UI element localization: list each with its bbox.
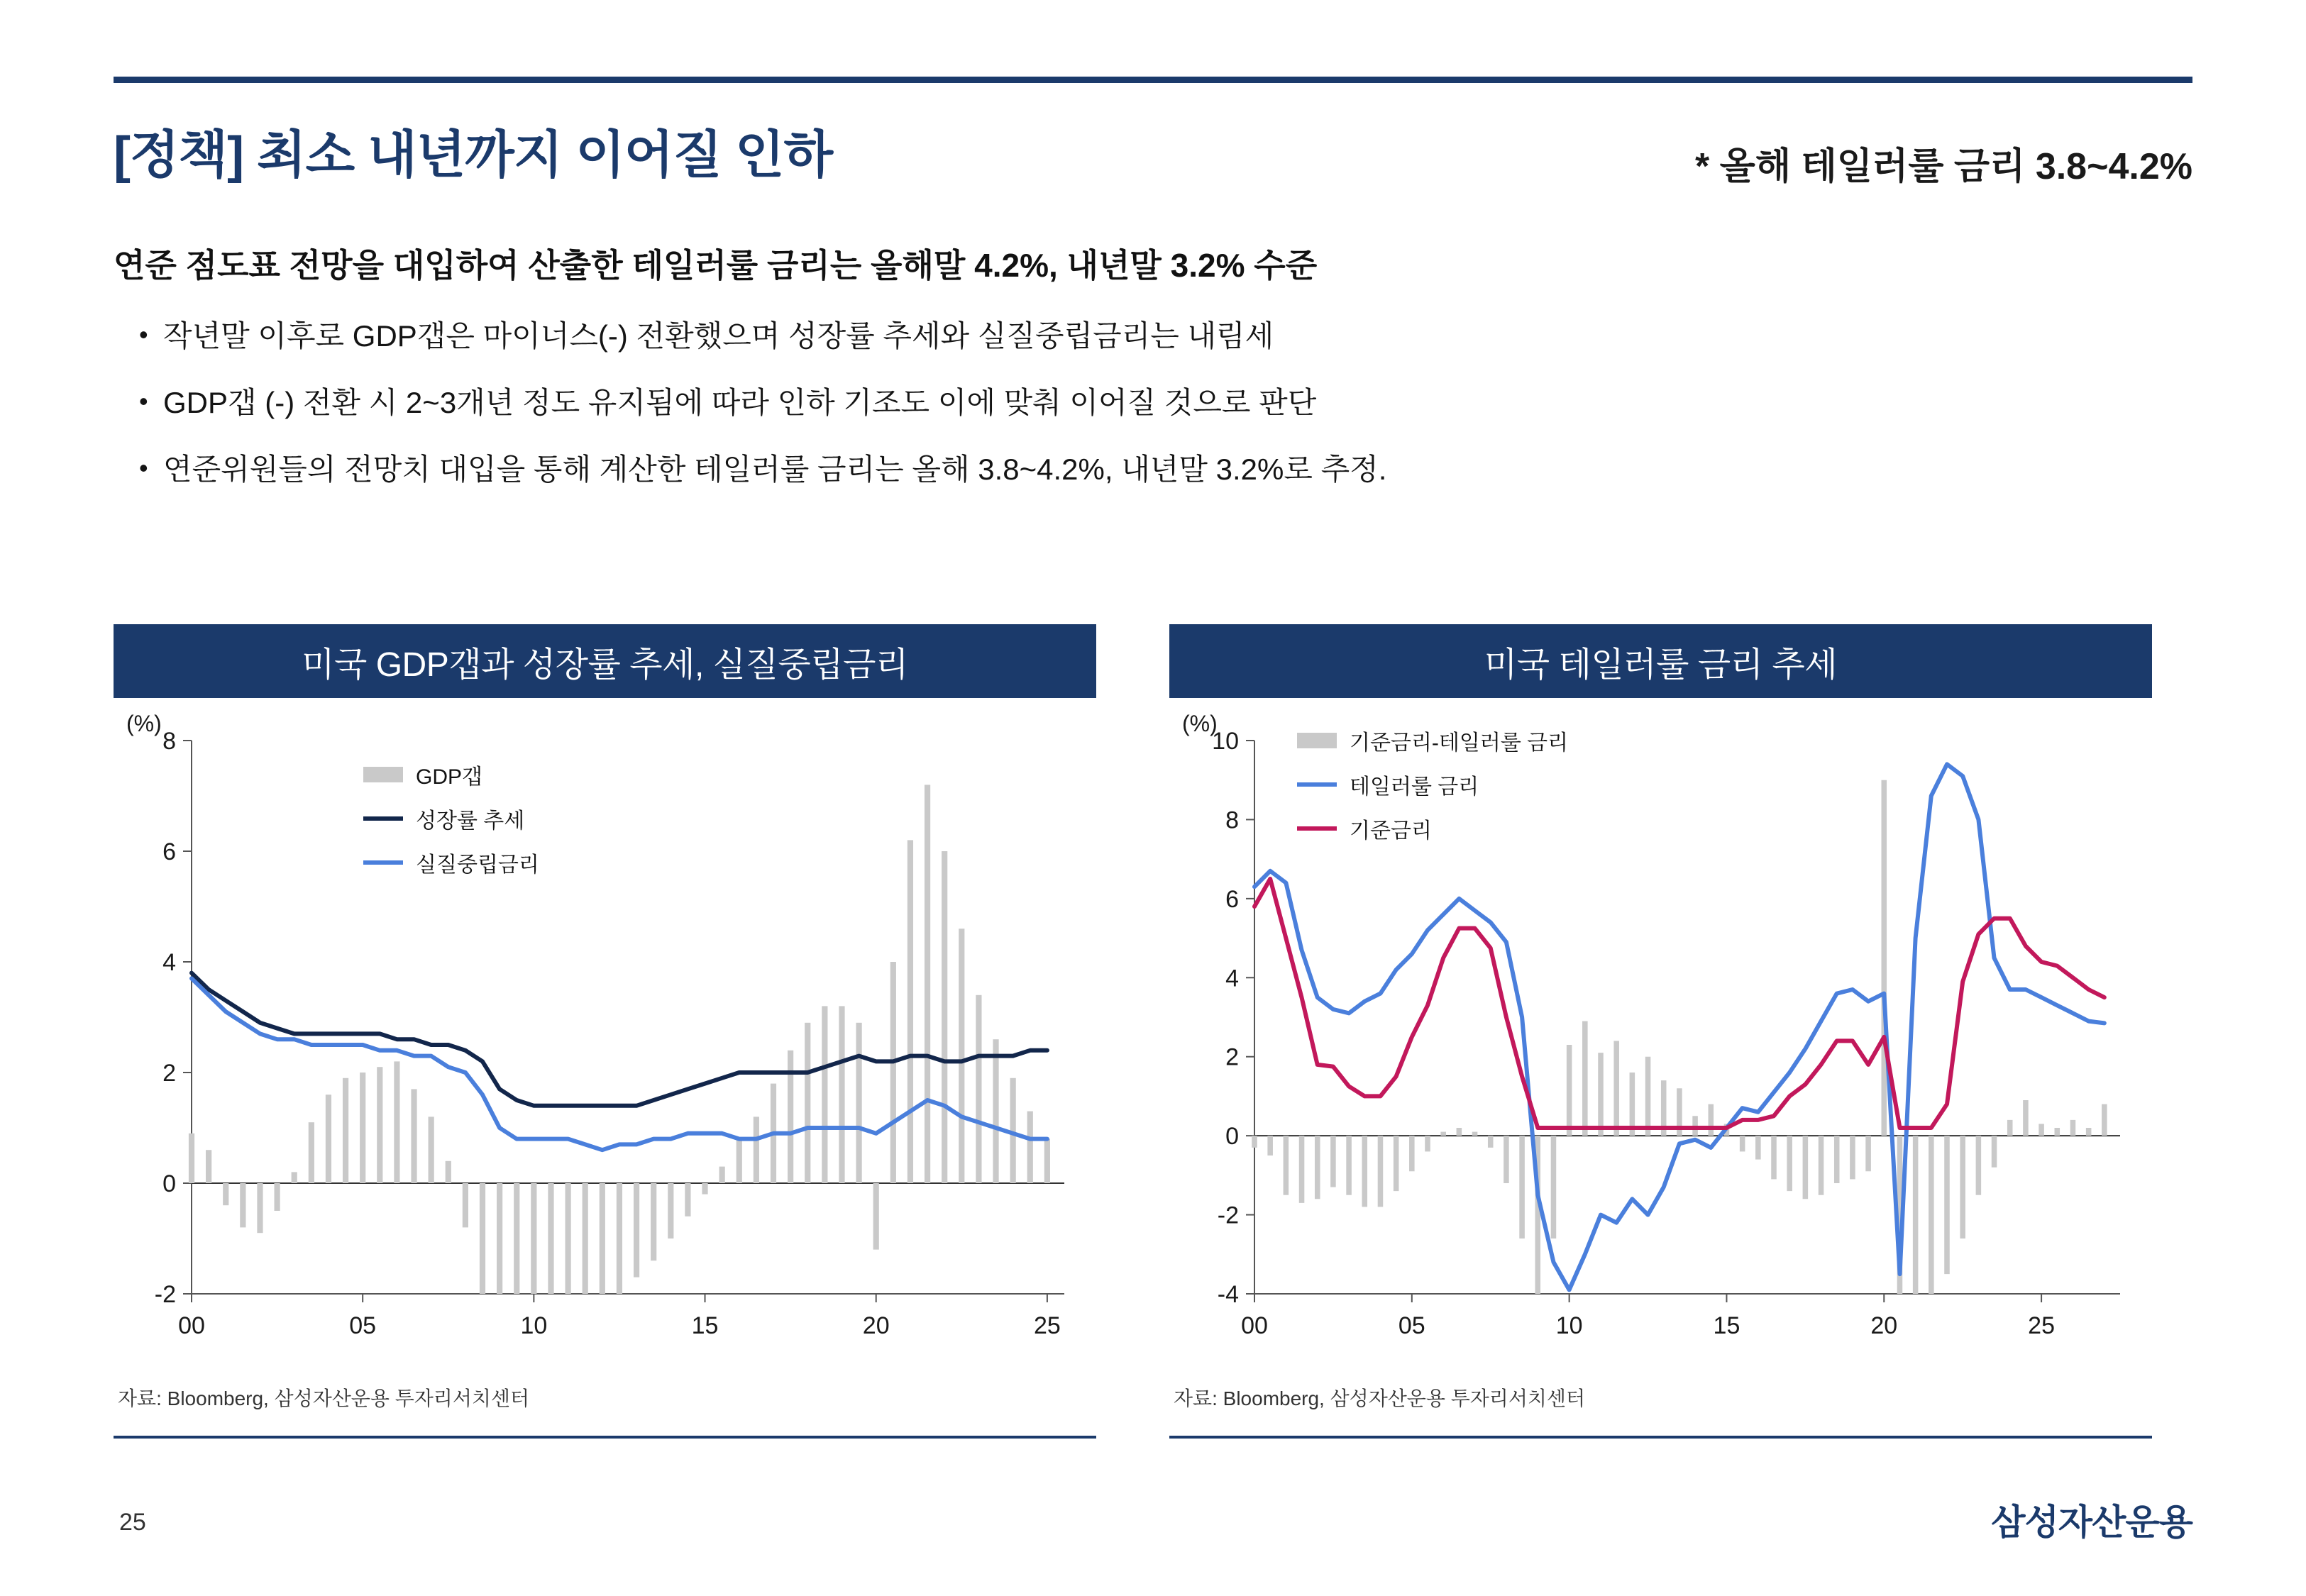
svg-text:6: 6	[162, 838, 176, 865]
svg-text:15: 15	[691, 1312, 719, 1339]
svg-text:00: 00	[1241, 1312, 1268, 1339]
list-item	[139, 321, 2183, 352]
bullet-marker-icon: •	[139, 453, 148, 483]
legend-label: 테일러룰 금리	[1350, 775, 1479, 799]
svg-text:05: 05	[1398, 1312, 1425, 1339]
legend-line-dark-icon	[363, 816, 403, 821]
svg-text:25: 25	[1033, 1312, 1061, 1339]
legend-swatch-bar-icon	[363, 767, 403, 782]
svg-text:10: 10	[1212, 728, 1239, 755]
legend-item	[1297, 813, 1568, 844]
bullet-marker-icon: •	[139, 387, 148, 416]
legend-item	[1297, 725, 1568, 756]
chart-legend-taylor-rule	[1297, 725, 1568, 857]
chart-source: 자료: Bloomberg, 삼성자산운용 투자리서치센터	[1174, 1387, 1586, 1409]
legend-item	[363, 759, 539, 790]
chart-legend-gdp-gap	[363, 759, 539, 891]
legend-swatch-bar-icon	[1297, 733, 1337, 748]
svg-text:8: 8	[1225, 807, 1239, 834]
svg-text:2: 2	[162, 1060, 176, 1087]
legend-label: 실질중립금리	[416, 853, 539, 877]
legend-item	[1297, 769, 1568, 800]
svg-text:10: 10	[520, 1312, 548, 1339]
legend-label: GDP갭	[416, 765, 482, 789]
svg-text:10: 10	[1555, 1312, 1583, 1339]
panel-title: 미국 GDP갭과 성장률 추세, 실질중립금리	[114, 624, 1096, 698]
y-axis-unit: (%)	[126, 711, 162, 736]
bullet-text: GDP갭 (-) 전환 시 2~3개년 정도 유지됨에 따라 인하 기조도 이에 맞춰 이어질 것으로 판단	[163, 386, 1317, 420]
subtitle: 연준 점도표 전망을 대입하여 산출한 테일러룰 금리는 올해말 4.2%, 내년말 3.2% 수준	[114, 247, 1318, 284]
svg-text:-2: -2	[154, 1281, 176, 1308]
list-item	[139, 454, 2183, 485]
bullet-text: 연준위원들의 전망치 대입을 통해 계산한 테일러룰 금리는 올해 3.8~4.2%, 내년말 3.2%로 추정.	[163, 453, 1387, 487]
svg-text:0: 0	[1225, 1123, 1239, 1151]
svg-text:4: 4	[1225, 965, 1239, 992]
svg-text:20: 20	[862, 1312, 890, 1339]
legend-label: 기준금리	[1350, 819, 1432, 843]
chart-panel-taylor-rule	[1169, 624, 2152, 1407]
title-note: * 올해 테일러룰 금리 3.8~4.2%	[1694, 146, 2192, 187]
header-divider	[114, 77, 2192, 83]
legend-line-blue-icon	[363, 860, 403, 865]
panel-title: 미국 테일러룰 금리 추세	[1169, 624, 2152, 698]
svg-text:00: 00	[178, 1312, 205, 1339]
panel-body	[1169, 698, 2152, 1407]
brand-logo: 삼성자산운용	[1991, 1502, 2192, 1542]
panel-bottom-divider	[1169, 1436, 2152, 1439]
bullet-list	[139, 321, 2183, 521]
bullet-text: 작년말 이후로 GDP갭은 마이너스(-) 전환했으며 성장률 추세와 실질중립금리는 내림세	[163, 319, 1274, 353]
chart-panel-gdp-gap	[114, 624, 1096, 1407]
svg-text:20: 20	[1870, 1312, 1898, 1339]
panel-bottom-divider	[114, 1436, 1096, 1439]
svg-text:2: 2	[1225, 1043, 1239, 1071]
svg-text:15: 15	[1713, 1312, 1740, 1339]
svg-text:25: 25	[2028, 1312, 2056, 1339]
panel-body	[114, 698, 1096, 1407]
svg-text:05: 05	[349, 1312, 377, 1339]
chart-canvas-gdp-gap	[114, 698, 1096, 1379]
bullet-marker-icon: •	[139, 320, 148, 349]
svg-text:0: 0	[162, 1170, 176, 1197]
legend-item	[363, 803, 539, 834]
page-title: [정책] 최소 내년까지 이어질 인하	[114, 127, 833, 184]
svg-text:-4: -4	[1217, 1281, 1239, 1308]
legend-line-blue-icon	[1297, 782, 1337, 787]
svg-text:8: 8	[162, 728, 176, 755]
legend-item	[363, 847, 539, 878]
list-item	[139, 387, 2183, 419]
svg-text:6: 6	[1225, 885, 1239, 913]
legend-line-magenta-icon	[1297, 826, 1337, 831]
legend-label: 기준금리-테일러룰 금리	[1350, 731, 1569, 755]
svg-text:4: 4	[162, 949, 176, 976]
chart-source: 자료: Bloomberg, 삼성자산운용 투자리서치센터	[118, 1387, 530, 1409]
svg-text:-2: -2	[1217, 1202, 1239, 1229]
legend-label: 성장률 추세	[416, 809, 525, 833]
page-number: 25	[119, 1509, 146, 1536]
y-axis-unit: (%)	[1182, 711, 1218, 736]
